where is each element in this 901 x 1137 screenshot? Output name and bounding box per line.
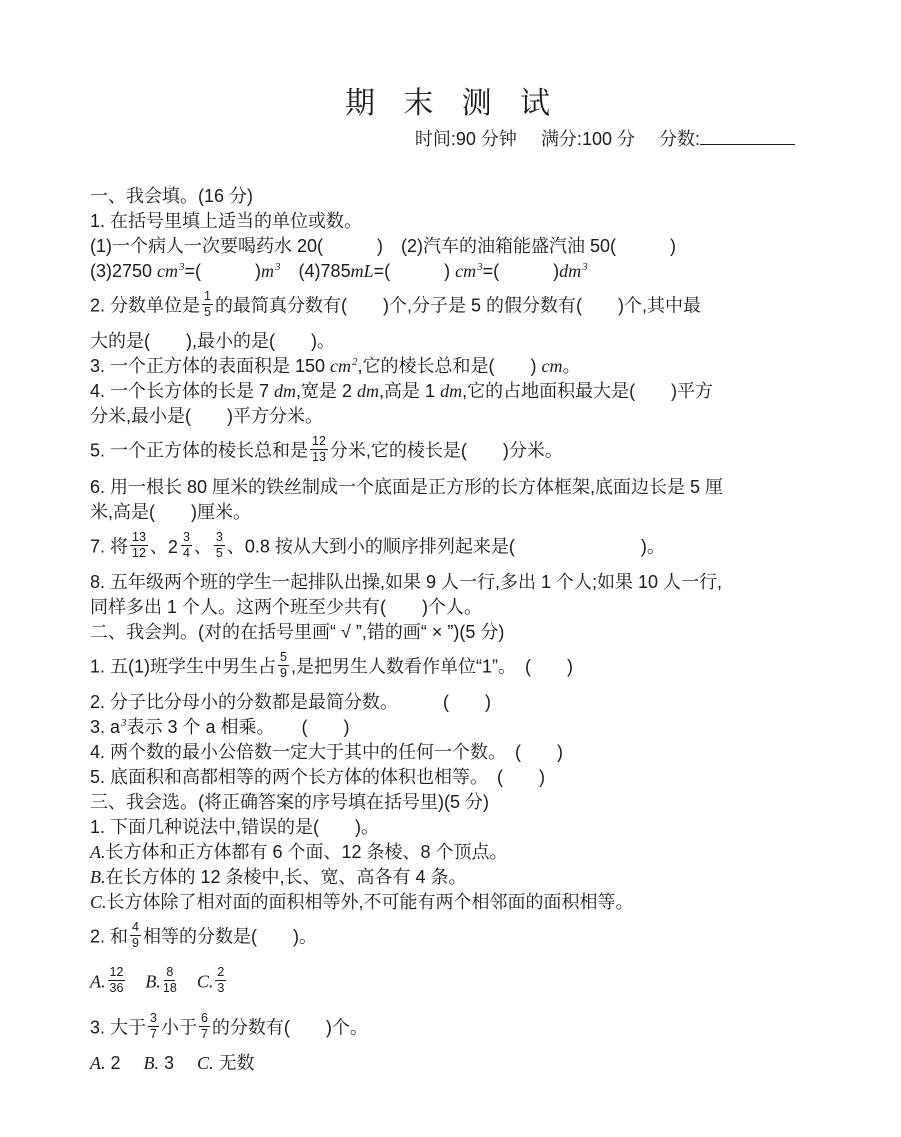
s1-q2-line-2 bbox=[90, 329, 805, 354]
fraction bbox=[163, 966, 177, 995]
text-segment: 相等的分数是( )。 bbox=[142, 926, 317, 947]
text-segment: 一、我会填。(16 分) bbox=[90, 186, 254, 206]
text-segment: 4. 一个长方体的长是 7 bbox=[90, 381, 275, 402]
fraction bbox=[130, 531, 148, 560]
text-segment: 4. 两个数的最小公倍数一定大于其中的任何一个数。 ( ) bbox=[90, 742, 563, 762]
text-segment: 的分数有( )个。 bbox=[211, 1016, 368, 1037]
fraction-denominator: 7 bbox=[200, 1026, 208, 1041]
s1-q2-line-1 bbox=[90, 284, 805, 329]
unit-italic: C. bbox=[90, 892, 107, 912]
mixed-number-whole: 2 bbox=[167, 536, 178, 557]
text-segment: 表示 3 个 a 相乘。 ( ) bbox=[126, 717, 350, 737]
fraction-denominator: 5 bbox=[204, 305, 211, 320]
s1-q8-line-2 bbox=[90, 595, 805, 620]
unit-italic: cm bbox=[541, 356, 563, 377]
unit-italic: B. bbox=[145, 971, 161, 992]
text-segment: 、0.8 按从大到小的顺序排列起来是( )。 bbox=[226, 535, 665, 556]
superscript: 2 bbox=[352, 356, 358, 369]
mixed-number bbox=[167, 529, 194, 562]
page-title: 期 末 测 试 bbox=[344, 87, 560, 120]
unit-italic: C. bbox=[196, 971, 214, 992]
text-segment bbox=[179, 972, 197, 992]
fraction-numerator: 3 bbox=[214, 531, 225, 546]
text-segment: 1. 五(1)班学生中男生占 bbox=[90, 656, 277, 677]
s2-q5 bbox=[90, 765, 805, 790]
fraction bbox=[215, 966, 226, 995]
text-segment: =( ) bbox=[482, 261, 560, 281]
unit-italic: mL bbox=[350, 261, 374, 281]
text-segment: (4)785 bbox=[280, 261, 351, 281]
superscript: 3 bbox=[582, 261, 588, 273]
fraction-denominator: 18 bbox=[162, 981, 177, 996]
text-segment: 2. 分子比分母小的分数都是最简分数。 ( ) bbox=[90, 692, 491, 712]
time-label: 时间:90 分钟 bbox=[414, 129, 517, 149]
text-segment: 3. 大于 bbox=[90, 1016, 147, 1037]
text-segment: 长方体和正方体都有 6 个面、12 条棱、8 个顶点。 bbox=[105, 842, 508, 862]
superscript: 3 bbox=[121, 717, 127, 729]
unit-italic: cm bbox=[455, 261, 477, 281]
unit-italic: dm bbox=[357, 381, 380, 402]
text-segment: ,它的占地面积最大是( )平方 bbox=[462, 381, 714, 402]
fraction-numerator: 6 bbox=[199, 1012, 210, 1027]
fraction bbox=[181, 531, 192, 560]
text-segment: 大的是( ),最小的是( )。 bbox=[90, 331, 335, 352]
s1-q1-items-1-2 bbox=[90, 234, 805, 259]
s3-q2-options bbox=[90, 960, 805, 1005]
unit-italic: C. bbox=[197, 1052, 214, 1073]
text-segment: 3 bbox=[159, 1052, 198, 1073]
unit-italic: dm bbox=[440, 381, 463, 402]
fraction-denominator: 3 bbox=[217, 981, 225, 996]
text-segment: ,是把男生人数看作单位“1”。 ( ) bbox=[290, 656, 573, 677]
text-segment: 同样多出 1 个人。这两个班至少共有( )个人。 bbox=[90, 596, 482, 617]
unit-italic: A. bbox=[90, 1052, 106, 1073]
fraction-denominator: 12 bbox=[132, 545, 146, 560]
unit-italic: A. bbox=[90, 971, 106, 992]
s1-q7 bbox=[90, 525, 805, 570]
text-segment: 5. 底面积和高都相等的两个长方体的体积也相等。 ( ) bbox=[90, 767, 545, 787]
text-segment: 3. 一个正方体的表面积是 150 bbox=[90, 356, 331, 377]
fraction-denominator: 36 bbox=[109, 981, 124, 996]
s3-q1-option-b bbox=[90, 865, 805, 890]
s1-q1-items-3-4 bbox=[90, 259, 805, 284]
fraction-numerator: 3 bbox=[148, 1012, 159, 1027]
fraction-numerator: 3 bbox=[181, 531, 192, 546]
text-segment: 分米,它的棱长是( )分米。 bbox=[329, 440, 563, 461]
fraction bbox=[202, 290, 213, 319]
fraction-numerator: 4 bbox=[130, 921, 141, 936]
text-segment bbox=[127, 972, 145, 992]
s2-q3 bbox=[90, 715, 805, 740]
s3-q2-stem bbox=[90, 915, 805, 960]
text-segment: 的最简真分数有( )个,分子是 5 的假分数有( )个,其中最 bbox=[214, 295, 701, 316]
fraction bbox=[199, 1012, 210, 1041]
text-segment: 三、我会选。(将正确答案的序号填在括号里)(5 分) bbox=[90, 792, 489, 812]
unit-italic: B. bbox=[143, 1052, 160, 1073]
score-blank-underline bbox=[700, 129, 795, 145]
fraction-denominator: 7 bbox=[150, 1026, 157, 1041]
text-segment: 、 bbox=[193, 535, 212, 556]
fraction bbox=[278, 651, 289, 680]
text-segment: 长方体除了相对面的面积相等外,不可能有两个相邻面的面积相等。 bbox=[106, 892, 634, 912]
fraction bbox=[130, 921, 141, 950]
s2-q2 bbox=[90, 690, 805, 715]
section-3-heading bbox=[90, 790, 805, 815]
text-segment: 2. 和 bbox=[90, 926, 129, 947]
unit-italic: cm bbox=[330, 356, 352, 377]
fraction-denominator: 5 bbox=[215, 545, 223, 560]
text-segment: =( ) bbox=[373, 261, 456, 281]
text-segment: 在长方体的 12 条棱中,长、宽、高各有 4 条。 bbox=[105, 867, 467, 887]
text-segment: 米,高是( )厘米。 bbox=[90, 501, 251, 522]
text-segment: 分米,最小是( )平方分米。 bbox=[90, 406, 323, 427]
fraction-denominator: 4 bbox=[182, 545, 190, 560]
fraction-denominator: 9 bbox=[132, 936, 139, 951]
fraction-numerator: 12 bbox=[108, 966, 126, 981]
s1-q4-line-1 bbox=[90, 379, 805, 404]
fraction-numerator: 13 bbox=[130, 531, 148, 546]
text-segment: 小于 bbox=[160, 1016, 197, 1037]
question-lines-container bbox=[90, 184, 805, 1076]
section-1-heading bbox=[90, 184, 805, 209]
superscript: 3 bbox=[179, 261, 185, 273]
score-label: 分数: bbox=[658, 129, 700, 149]
exam-meta-line bbox=[90, 126, 805, 178]
full-score-label: 满分:100 分 bbox=[540, 129, 635, 149]
text-segment: 5. 一个正方体的棱长总和是 bbox=[90, 440, 309, 461]
fraction-denominator: 13 bbox=[312, 450, 326, 465]
text-segment: 无数 bbox=[213, 1052, 255, 1073]
s1-q4-line-2 bbox=[90, 404, 805, 429]
s3-q1-stem bbox=[90, 815, 805, 840]
fraction-numerator: 5 bbox=[278, 651, 289, 666]
text-segment: 2 bbox=[105, 1052, 144, 1073]
s2-q4 bbox=[90, 740, 805, 765]
unit-italic: cm bbox=[157, 261, 179, 281]
text-segment: 二、我会判。(对的在括号里画“ √ ”,错的画“ × ”)(5 分) bbox=[90, 621, 505, 642]
text-segment: 6. 用一根长 80 厘米的铁丝制成一个底面是正方形的长方体框架,底面边长是 5 厘 bbox=[90, 476, 724, 497]
s3-q3-options bbox=[90, 1051, 805, 1076]
s1-q5 bbox=[90, 429, 805, 474]
fraction-numerator: 1 bbox=[202, 290, 213, 305]
fraction-denominator: 9 bbox=[280, 665, 287, 680]
unit-italic: dm bbox=[559, 261, 582, 281]
text-segment: 8. 五年级两个班的学生一起排队出操,如果 9 人一行,多出 1 个人;如果 10 人一行, bbox=[90, 571, 723, 592]
text-segment: 。 bbox=[562, 356, 581, 377]
text-segment: (3)2750 bbox=[90, 261, 158, 281]
fraction bbox=[148, 1012, 159, 1041]
fraction bbox=[108, 966, 126, 995]
text-segment: 3. a bbox=[90, 717, 121, 737]
fraction bbox=[310, 435, 328, 464]
fraction-numerator: 2 bbox=[215, 966, 226, 981]
text-segment: ,它的棱长总和是( ) bbox=[357, 356, 542, 377]
text-segment: 、 bbox=[149, 535, 168, 556]
s2-q1 bbox=[90, 645, 805, 690]
text-segment: ,宽是 2 bbox=[296, 381, 358, 402]
text-segment: =( ) bbox=[184, 261, 262, 281]
s1-q1-stem bbox=[90, 209, 805, 234]
superscript: 3 bbox=[477, 261, 483, 273]
unit-italic: dm bbox=[274, 381, 297, 402]
unit-italic: B. bbox=[90, 867, 106, 887]
unit-italic: A. bbox=[90, 842, 106, 862]
s1-q6-line-1 bbox=[90, 475, 805, 500]
fraction-numerator: 8 bbox=[164, 966, 175, 981]
fraction bbox=[214, 531, 225, 560]
s3-q1-option-c bbox=[90, 890, 805, 915]
s3-q1-option-a bbox=[90, 840, 805, 865]
s1-q3 bbox=[90, 354, 805, 379]
text-segment: 2. 分数单位是 bbox=[90, 295, 201, 316]
s3-q3-stem bbox=[90, 1006, 805, 1051]
text-segment: 1. 在括号里填上适当的单位或数。 bbox=[90, 211, 363, 231]
s1-q6-line-2 bbox=[90, 500, 805, 525]
text-segment: (1)一个病人一次要喝药水 20( ) (2)汽车的油箱能盛汽油 50( ) bbox=[90, 236, 677, 256]
fraction-numerator: 12 bbox=[310, 435, 328, 450]
superscript: 3 bbox=[275, 261, 281, 273]
section-2-heading bbox=[90, 620, 805, 645]
unit-italic: m bbox=[261, 261, 275, 281]
text-segment: 7. 将 bbox=[90, 535, 129, 556]
text-segment: 1. 下面几种说法中,错误的是( )。 bbox=[90, 817, 380, 837]
s1-q8-line-1 bbox=[90, 570, 805, 595]
text-segment: ,高是 1 bbox=[379, 381, 441, 402]
